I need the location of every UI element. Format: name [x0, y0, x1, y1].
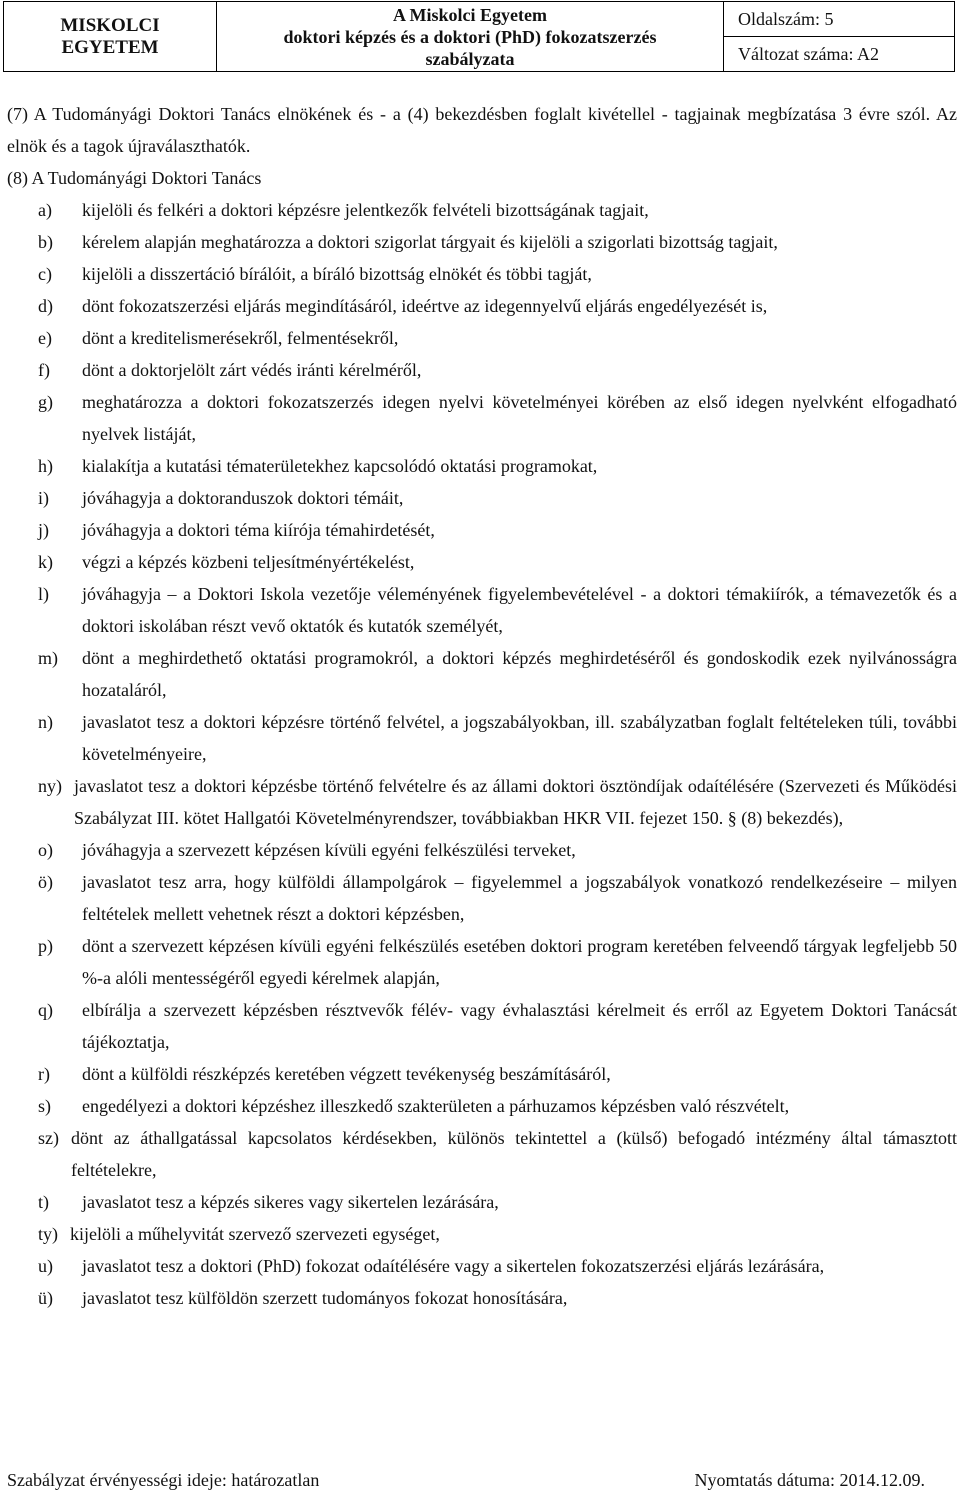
list-item [38, 834, 957, 866]
list-item-label: i) [38, 488, 49, 508]
list-item [38, 578, 957, 642]
list-item [38, 1218, 957, 1250]
list-item [38, 994, 957, 1058]
list-item [38, 450, 957, 482]
list-item-label: o) [38, 840, 53, 860]
list-item [38, 258, 957, 290]
list-item-label: f) [38, 360, 50, 380]
list-item [38, 290, 957, 322]
list-item-text: dönt a külföldi részképzés keretében végzett tevékenység beszámításáról, [82, 1064, 611, 1084]
list-item-label: c) [38, 264, 52, 284]
list-item-text: dönt a szervezett képzésen kívüli egyéni felkészülés esetében doktori program keretében felveendő tárgyak legfeljebb 50 %-a alóli mentességéről egyedi kérelmek alapján, [82, 936, 957, 988]
list-item [38, 930, 957, 994]
list-item-text: jóváhagyja a doktori téma kiírója témahirdetését, [82, 520, 435, 540]
list-item-text: végzi a képzés közbeni teljesítményértékelést, [82, 552, 415, 572]
list-item [38, 1090, 957, 1122]
header-title-line1: A Miskolci Egyetem [393, 4, 547, 25]
list-item [38, 770, 957, 834]
list-item-text: elbírálja a szervezett képzésben résztvevők félév- vagy évhalasztási kérelmeit és erről az Egyetem Doktori Tanácsát tájékoztatja, [82, 1000, 957, 1052]
header-title-line3: szabályzata [425, 48, 515, 69]
list-item [38, 1250, 957, 1282]
list-item-text: javaslatot tesz a doktori képzésre történő felvétel, a jogszabályokban, ill. szabályzatban foglalt feltételeken túli, további követelményeire, [82, 712, 957, 764]
list-item-text: jóváhagyja – a Doktori Iskola vezetője véleményének figyelembevételével - a doktori témakiírók, a témavezetők és a doktori iskolában részt vevő oktatók és kutatók személyét, [82, 584, 957, 636]
paragraph-7: (7) A Tudományági Doktori Tanács elnökének és - a (4) bekezdésben foglalt kivétellel - tagjainak megbízatása 3 évre szól. Az elnök és a tagok újraválaszthatók. [7, 104, 957, 156]
list-item-text: javaslatot tesz a képzés sikeres vagy sikertelen lezárására, [82, 1192, 499, 1212]
list-item [38, 226, 957, 258]
list-item-text: kijelöli a műhelyvitát szervező szervezeti egységet, [70, 1224, 440, 1244]
list-item-label: k) [38, 552, 53, 572]
list-item-label: m) [38, 648, 58, 668]
list-item [38, 1186, 957, 1218]
document-body [7, 98, 957, 1314]
document-footer [7, 1470, 955, 1491]
list-item [38, 866, 957, 930]
list-item [38, 482, 957, 514]
list-item-label: j) [38, 520, 49, 540]
document-header [3, 1, 955, 72]
list-item-text: dönt a kreditelismerésekről, felmentésekről, [82, 328, 399, 348]
list-item [38, 642, 957, 706]
list-item-text: kérelem alapján meghatározza a doktori szigorlat tárgyait és kijelöli a szigorlati bizottság tagjait, [82, 232, 778, 252]
list-item-text: kialakítja a kutatási tématerületekhez kapcsolódó oktatási programokat, [82, 456, 598, 476]
list-item [38, 546, 957, 578]
header-org: MISKOLCI EGYETEM [4, 2, 217, 72]
list-item-label: g) [38, 392, 53, 412]
list-item-text: dönt az áthallgatással kapcsolatos kérdésekben, különös tekintettel a (külső) befogadó intézmény által támasztott feltételekre, [71, 1128, 957, 1180]
list-item [38, 514, 957, 546]
list-item-label: ty) [38, 1224, 58, 1244]
list-item-text: javaslatot tesz a doktori (PhD) fokozat odaítélésére vagy a sikertelen fokozatszerzési eljárás lezárására, [82, 1256, 825, 1276]
list-item-label: h) [38, 456, 53, 476]
list-item-text: meghatározza a doktori fokozatszerzés idegen nyelvi követelményei körében az első idegen nyelvként elfogadható nyelvek listáját, [82, 392, 957, 444]
list-item-text: dönt a meghirdethető oktatási programokról, a doktori képzés meghirdetéséről és gondoskodik ezek nyilvánosságra hozataláról, [82, 648, 957, 700]
header-version: Változat száma: A2 [724, 37, 955, 72]
list-item-label: ny) [38, 776, 62, 796]
list-item-label: p) [38, 936, 53, 956]
list-item-text: javaslatot tesz a doktori képzésbe történő felvételre és az állami doktori ösztöndíjak odaítélésére (Szervezeti és Működési Szabályzat III. kötet Hallgatói Követelményrendszer, továbbiakban HKR VII. fejezet 150. § (8) bekezdés), [74, 776, 957, 828]
list-item [38, 1122, 957, 1186]
list-item-label: sz) [38, 1128, 59, 1148]
list-item-label: ö) [38, 872, 53, 892]
list-item-text: jóváhagyja a szervezett képzésen kívüli egyéni felkészülési terveket, [82, 840, 576, 860]
list-item-text: dönt fokozatszerzési eljárás megindításáról, ideértve az idegennyelvű eljárás engedélyezését is, [82, 296, 768, 316]
list-item-label: e) [38, 328, 52, 348]
list-item-label: s) [38, 1096, 51, 1116]
list-item [38, 194, 957, 226]
list-item-text: engedélyezi a doktori képzéshez illeszkedő szakterületen a párhuzamos képzésben való részvételt, [82, 1096, 790, 1116]
list-item-label: t) [38, 1192, 49, 1212]
header-title-line2: doktori képzés és a doktori (PhD) fokozatszerzés [283, 26, 657, 47]
list-item-text: jóváhagyja a doktoranduszok doktori témáit, [82, 488, 404, 508]
list-item-label: b) [38, 232, 53, 252]
list-item-label: d) [38, 296, 53, 316]
header-page-number: Oldalszám: 5 [724, 2, 955, 37]
list-item [38, 354, 957, 386]
list-item [38, 706, 957, 770]
list-item-label: n) [38, 712, 53, 732]
footer-print-date: Nyomtatás dátuma: 2014.12.09. [694, 1470, 925, 1490]
list-item-label: q) [38, 1000, 53, 1020]
list-item-text: javaslatot tesz külföldön szerzett tudományos fokozat honosítására, [82, 1288, 568, 1308]
list-item-text: kijelöli és felkéri a doktori képzésre jelentkezők felvételi bizottságának tagjait, [82, 200, 649, 220]
list-item [38, 1282, 957, 1314]
header-title [217, 2, 724, 72]
list-item-label: l) [38, 584, 49, 604]
list-item-text: dönt a doktorjelölt zárt védés iránti kérelméről, [82, 360, 422, 380]
list-item [38, 386, 957, 450]
list-item-label: r) [38, 1064, 50, 1084]
list-item-text: kijelöli a disszertáció bírálóit, a bíráló bizottság elnökét és többi tagját, [82, 264, 592, 284]
footer-validity: Szabályzat érvényességi ideje: határozatlan [7, 1470, 320, 1490]
paragraph-8: (8) A Tudományági Doktori Tanács [7, 168, 262, 188]
list-item-label: u) [38, 1256, 53, 1276]
list-item-text: javaslatot tesz arra, hogy külföldi állampolgárok – figyelemmel a jogszabályok vonatkozó rendelkezéseire – milyen feltételek mellett vehetnek részt a doktori képzésben, [82, 872, 957, 924]
enumerated-list [38, 194, 957, 1314]
list-item [38, 322, 957, 354]
list-item-label: a) [38, 200, 52, 220]
list-item [38, 1058, 957, 1090]
list-item-label: ü) [38, 1288, 53, 1308]
